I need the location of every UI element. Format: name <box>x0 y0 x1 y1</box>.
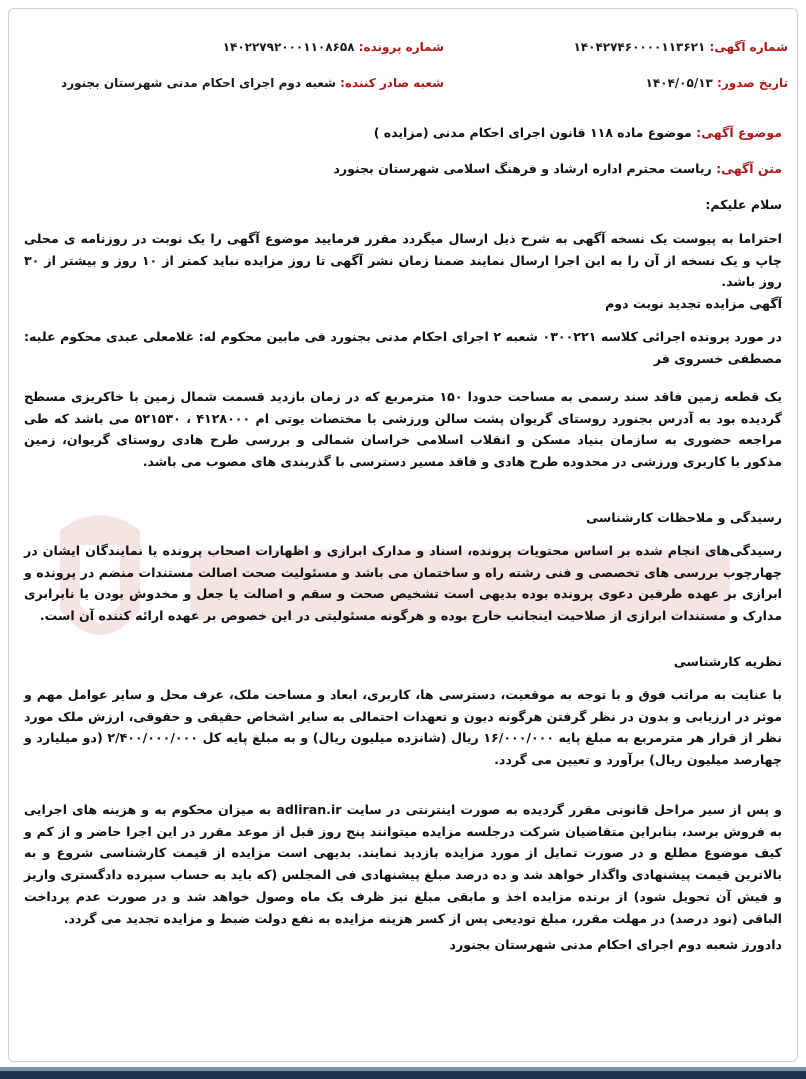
issue-date <box>646 76 789 90</box>
ad-body-label: متن آگهی: <box>716 161 782 176</box>
issue-date-value: ۱۴۰۴/۰۵/۱۳ <box>645 76 713 90</box>
subject-label: موضوع آگهی: <box>696 125 782 140</box>
case-number-label: شماره پرونده: <box>358 40 444 54</box>
auction-title: آگهی مزایده تجدید نوبت دوم <box>605 296 782 311</box>
signature: دادورز شعبه دوم اجرای احکام مدنی شهرستان بجنورد <box>449 937 782 952</box>
issuer-label: شعبه صادر کننده: <box>340 76 444 90</box>
ad-number-label: شماره آگهی: <box>709 40 788 54</box>
property-description-paragraph: یک قطعه زمین فاقد سند رسمی به مساحت حدودا ۱۵۰ مترمربع که در زمان بازدید قسمت شمال زمین با خاکریزی مسطح گردیده بود به آدرس بجنورد روستای گریوان پشت سالن ورزشی با مختصات یوتی ام ۴۱۲۸۰۰۰ ، ۵۲۱۵۳۰ می باشد که طی مراجعه حضوری به سازمان بنیاد مسکن و انقلاب اسلامی خراسان شمالی و بررسی طرح هادی روستای گریوان، زمین مذکور با کاربری ورزشی در محدوده طرح هادی و فاقد مسیر دسترسی با گذربندی های مصوب می باشد. <box>24 389 782 470</box>
subject-text: موضوع ماده ۱۱۸ قانون اجرای احکام مدنی (مزایده ) <box>373 125 692 140</box>
case-number <box>223 40 444 54</box>
bottom-bar <box>0 1067 806 1079</box>
subject-line <box>24 125 782 140</box>
final-paragraph: و پس از سیر مراحل قانونی مقرر گردیده به صورت اینترنتی در سایت adliran.ir به میزان محکوم به و هزینه های اجرایی به فروش برسد، بنابراین متقاضیان شرکت درجلسه مزایده میتوانند پنج روز قبل از موعد مقرر در این اجرا حاضر و از کم و کیف موضوع مطلع و در صورت تمایل از مورد مزایده بازدید نمایند. بدیهی است مزایده از قیمت کارشناسی شروع و به بالاترین قیمت پیشنهادی واگذار خواهد شد و ده درصد مبلغ پیشنهادی فی المجلس (که باید به حساب سپرده دادگستری واریز و فیش آن تحویل شود) از برنده مزایده اخذ و مابقی مبلغ نیز ظرف یک ماه وصول خواهد شد و در صورت عدم پرداخت الباقی (نود درصد) در مهلت مقرر، مبلغ تودیعی پس از کسر هزینه مزایده به نفع دولت ضبط و مزایده تجدید می گردد. <box>24 802 782 926</box>
issue-date-label: تاریخ صدور: <box>717 76 788 90</box>
ad-body-recipient: ریاست محترم اداره ارشاد و فرهنگ اسلامی شهرستان بجنورد <box>333 161 712 176</box>
case-info-paragraph: در مورد پرونده اجرائی کلاسه ۰۳۰۰۲۲۱ شعبه ۲ اجرای احکام مدنی بجنورد فی مابین محکوم له: غلامعلی عبدی محکوم علیه: مصطفی خسروی فر <box>24 329 783 366</box>
opinion-paragraph: با عنایت به مراتب فوق و با توجه به موقعیت، دسترسی ها، کاربری، ابعاد و مساحت ملک، عرف محل و سایر عوامل مهم و موثر در ارزیابی و بدون در نظر گرفتن هرگونه دیون و تعهدات احتمالی به سایر اشخاص حقیقی و حقوقی، ارزش ملک مورد نظر از قرار هر مترمربع به مبلغ پایه ۱۶/۰۰۰/۰۰۰ ریال (شانزده میلیون ریال) و به مبلغ پایه کل ۲/۴۰۰/۰۰۰/۰۰۰ (دو میلیارد و چهارصد میلیون ریال) برآورد و تعیین می گردد. <box>24 687 782 768</box>
issuer <box>61 76 444 90</box>
greeting: سلام علیکم: <box>705 197 782 212</box>
intro-paragraph: احتراما به پیوست یک نسخه آگهی به شرح ذیل ارسال میگردد مقرر فرمایید موضوع آگهی را یک نوبت در روزنامه ی محلی چاپ و یک نسخه از آن را به این اجرا ارسال نمایند ضمنا زمان نشر آگهی تا روز مزایده نباید کمتر از ۱۰ روز و بیشتر از ۳۰ روز باشد. <box>24 231 783 290</box>
issuer-value: شعبه دوم اجرای احکام مدنی شهرستان بجنورد <box>61 76 336 90</box>
ad-body-line <box>24 161 782 176</box>
opinion-title: نظریه کارشناسی <box>673 654 782 669</box>
ad-number-value: ۱۴۰۴۲۷۴۶۰۰۰۰۱۱۳۶۲۱ <box>573 40 706 54</box>
ad-number <box>573 40 788 54</box>
review-paragraph: رسیدگی‌های انجام شده بر اساس محتویات پرونده، اسناد و مدارک ابرازی و اظهارات اصحاب پرونده یا نمایندگان ایشان در چهارچوب بررسی های تخصصی و فنی رشته راه و ساختمان می باشد و مسئولیت صحت اصالت مستندات منضم در پرونده و ابرازی بر عهده طرفین دعوی پرونده بوده بدیهی است تشخیص صحت و سقم و اصالت یا جعل و مخدوش بودن یا نابرابری مدارک و مستندات ابرازی از صلاحیت اینجانب خارج بوده و هرگونه مسئولیتی در این خصوص بر عهده ارائه کننده آن است. <box>24 543 782 624</box>
review-title: رسیدگی و ملاحظات کارشناسی <box>586 510 782 525</box>
case-number-value: ۱۴۰۲۲۷۹۲۰۰۰۱۱۰۸۶۵۸ <box>222 40 355 54</box>
